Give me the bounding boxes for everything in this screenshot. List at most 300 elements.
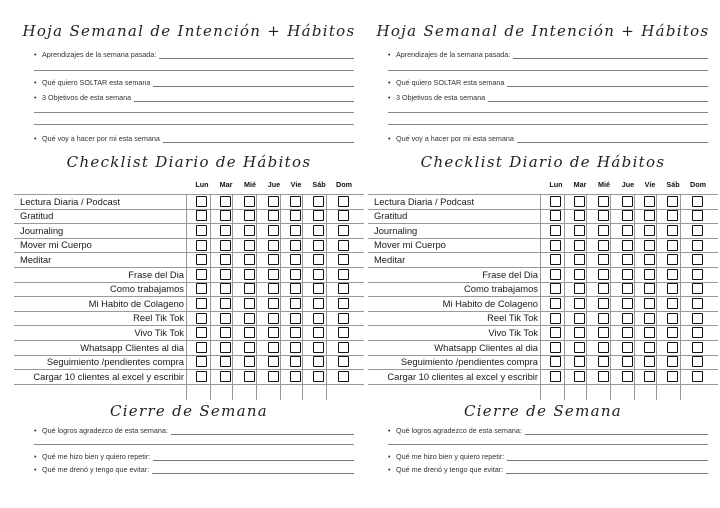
habit-checkbox[interactable] <box>644 269 655 280</box>
habit-checkbox[interactable] <box>313 254 324 265</box>
habit-checkbox[interactable] <box>313 240 324 251</box>
day-header: Jue <box>621 180 635 189</box>
grid-column-line <box>634 194 635 400</box>
habit-label: Frase del Dia <box>482 268 538 280</box>
habit-checkbox[interactable] <box>574 283 585 294</box>
left-sheet <box>14 0 364 508</box>
habit-checkbox[interactable] <box>622 356 633 367</box>
closing-question <box>34 426 354 435</box>
answer-line[interactable] <box>163 136 354 143</box>
habit-checkbox[interactable] <box>574 269 585 280</box>
habit-checkbox[interactable] <box>598 254 609 265</box>
habit-checkbox[interactable] <box>550 283 561 294</box>
bullet: • <box>34 93 37 102</box>
habit-checkbox[interactable] <box>644 298 655 309</box>
habit-checkbox[interactable] <box>692 313 703 324</box>
habit-checkbox[interactable] <box>622 225 633 236</box>
habit-checkbox[interactable] <box>268 298 279 309</box>
habit-checkbox[interactable] <box>290 225 301 236</box>
bullet: • <box>388 50 391 59</box>
habit-label: Mover mi Cuerpo <box>20 239 92 251</box>
habit-checkbox[interactable] <box>550 342 561 353</box>
habit-checkbox[interactable] <box>644 254 655 265</box>
habit-checkbox[interactable] <box>598 210 609 221</box>
habit-checkbox[interactable] <box>574 196 585 207</box>
habit-checkbox[interactable] <box>692 342 703 353</box>
closing-question-text: Qué me hizo bien y quiero repetir: <box>396 452 505 461</box>
habit-checkbox[interactable] <box>196 196 207 207</box>
habit-checkbox[interactable] <box>574 298 585 309</box>
grid-column-line <box>564 194 565 400</box>
day-header: Dom <box>336 180 352 189</box>
habit-checkbox[interactable] <box>244 254 255 265</box>
habit-label: Lectura Diaria / Podcast <box>374 195 475 207</box>
habit-checkbox[interactable] <box>196 210 207 221</box>
habit-checkbox[interactable] <box>313 327 324 338</box>
habit-checkbox[interactable] <box>338 313 349 324</box>
answer-line[interactable] <box>507 454 708 461</box>
habit-checkbox[interactable] <box>268 196 279 207</box>
habit-checkbox[interactable] <box>598 225 609 236</box>
habit-checkbox[interactable] <box>268 254 279 265</box>
grid-column-line <box>210 194 211 400</box>
habit-checkbox[interactable] <box>550 269 561 280</box>
habit-checkbox[interactable] <box>290 313 301 324</box>
habit-checkbox[interactable] <box>220 371 231 382</box>
habit-checkbox[interactable] <box>313 283 324 294</box>
habit-checkbox[interactable] <box>196 254 207 265</box>
habit-checkbox[interactable] <box>244 240 255 251</box>
reflection-question <box>34 78 354 87</box>
habit-checkbox[interactable] <box>644 327 655 338</box>
habit-checkbox[interactable] <box>196 356 207 367</box>
answer-line[interactable] <box>388 444 708 445</box>
habit-checkbox[interactable] <box>268 327 279 338</box>
habit-checkbox[interactable] <box>550 298 561 309</box>
bullet: • <box>34 50 37 59</box>
habit-checkbox[interactable] <box>313 269 324 280</box>
habit-checkbox[interactable] <box>268 240 279 251</box>
habit-checkbox[interactable] <box>268 356 279 367</box>
habit-checkbox[interactable] <box>338 327 349 338</box>
habit-checkbox[interactable] <box>268 283 279 294</box>
habit-checkbox[interactable] <box>244 313 255 324</box>
habit-checkbox[interactable] <box>244 327 255 338</box>
closing-title: Cierre de Semana <box>109 402 269 420</box>
reflection-question-text: 3 Objetivos de esta semana <box>42 93 132 102</box>
bullet: • <box>388 426 391 435</box>
habit-checkbox[interactable] <box>550 240 561 251</box>
habit-checkbox[interactable] <box>220 196 231 207</box>
answer-line[interactable] <box>152 467 354 474</box>
reflection-question-text: Aprendizajes de la semana pasada: <box>396 50 511 59</box>
habit-checkbox[interactable] <box>220 298 231 309</box>
answer-line[interactable] <box>34 70 354 71</box>
habit-checkbox[interactable] <box>290 298 301 309</box>
habit-checkbox[interactable] <box>622 269 633 280</box>
bullet: • <box>34 134 37 143</box>
habit-checkbox[interactable] <box>622 313 633 324</box>
closing-title: Cierre de Semana <box>463 402 623 420</box>
habit-checkbox[interactable] <box>313 196 324 207</box>
habit-checkbox[interactable] <box>692 254 703 265</box>
habit-checkbox[interactable] <box>220 327 231 338</box>
habit-checkbox[interactable] <box>574 371 585 382</box>
habit-checkbox[interactable] <box>574 240 585 251</box>
habit-checkbox[interactable] <box>692 210 703 221</box>
reflection-question <box>388 93 708 102</box>
habit-checkbox[interactable] <box>550 254 561 265</box>
habit-label: Reel Tik Tok <box>487 312 538 324</box>
day-header: Lun <box>549 180 563 189</box>
habit-checkbox[interactable] <box>598 269 609 280</box>
habit-label: Mover mi Cuerpo <box>374 239 446 251</box>
habit-label: Gratitud <box>20 210 54 222</box>
day-header: Mar <box>573 180 587 189</box>
habit-checkbox[interactable] <box>290 327 301 338</box>
habit-checkbox[interactable] <box>598 240 609 251</box>
habit-checkbox[interactable] <box>622 371 633 382</box>
habit-checkbox[interactable] <box>244 371 255 382</box>
habit-checkbox[interactable] <box>550 196 561 207</box>
habit-checkbox[interactable] <box>574 210 585 221</box>
habit-checkbox[interactable] <box>574 313 585 324</box>
checklist-title: Checklist Diario de Hábitos <box>66 153 312 171</box>
grid-row-line <box>14 252 364 253</box>
bullet: • <box>34 78 37 87</box>
habit-checkbox[interactable] <box>268 371 279 382</box>
habit-checkbox[interactable] <box>598 327 609 338</box>
habit-checkbox[interactable] <box>574 342 585 353</box>
habit-checkbox[interactable] <box>244 210 255 221</box>
day-header: Lun <box>195 180 209 189</box>
page-title: Hoja Semanal de Intención + Hábitos <box>376 22 710 40</box>
habit-checkbox[interactable] <box>644 196 655 207</box>
habit-checkbox[interactable] <box>220 269 231 280</box>
habit-checkbox[interactable] <box>692 225 703 236</box>
habit-checkbox[interactable] <box>220 283 231 294</box>
habit-checkbox[interactable] <box>313 210 324 221</box>
habit-checkbox[interactable] <box>338 269 349 280</box>
habit-checkbox[interactable] <box>644 225 655 236</box>
answer-line[interactable] <box>134 95 354 102</box>
reflection-question <box>388 50 708 59</box>
habit-label: Journaling <box>20 224 64 236</box>
habit-checkbox[interactable] <box>313 342 324 353</box>
habit-checkbox[interactable] <box>644 283 655 294</box>
habit-checkbox[interactable] <box>667 210 678 221</box>
habit-checkbox[interactable] <box>220 210 231 221</box>
habit-checkbox[interactable] <box>220 225 231 236</box>
habit-checkbox[interactable] <box>290 356 301 367</box>
habit-label: Mi Habito de Colageno <box>442 297 538 309</box>
answer-line[interactable] <box>388 70 708 71</box>
day-header: Vie <box>290 180 302 189</box>
habit-checkbox[interactable] <box>290 210 301 221</box>
habit-checkbox[interactable] <box>667 283 678 294</box>
habit-checkbox[interactable] <box>196 283 207 294</box>
habit-label: Vivo Tik Tok <box>488 326 538 338</box>
habit-checkbox[interactable] <box>644 356 655 367</box>
habit-checkbox[interactable] <box>667 254 678 265</box>
habit-checkbox[interactable] <box>244 196 255 207</box>
habit-checkbox[interactable] <box>220 313 231 324</box>
habit-checkbox[interactable] <box>313 298 324 309</box>
habit-checkbox[interactable] <box>220 356 231 367</box>
habit-checkbox[interactable] <box>268 269 279 280</box>
grid-column-line <box>256 194 257 400</box>
habit-checkbox[interactable] <box>290 196 301 207</box>
reflection-question <box>34 93 354 102</box>
habit-label: Cargar 10 clientes al excel y escribir <box>33 370 184 382</box>
reflection-question-text: Qué quiero SOLTAR esta semana <box>42 78 151 87</box>
reflection-question-text: Aprendizajes de la semana pasada: <box>42 50 157 59</box>
answer-line[interactable] <box>159 52 354 59</box>
habit-checkbox[interactable] <box>338 283 349 294</box>
habit-label: Como trabajamos <box>110 283 184 295</box>
habit-label: Gratitud <box>374 210 408 222</box>
habit-checkbox[interactable] <box>667 240 678 251</box>
habit-checkbox[interactable] <box>622 298 633 309</box>
habit-checkbox[interactable] <box>268 342 279 353</box>
habit-checkbox[interactable] <box>196 225 207 236</box>
habit-checkbox[interactable] <box>196 313 207 324</box>
habit-checkbox[interactable] <box>667 298 678 309</box>
grid-row-line <box>368 384 718 385</box>
habit-checkbox[interactable] <box>667 269 678 280</box>
habit-label: Seguimiento /pendientes compra <box>400 356 538 368</box>
habit-label: Meditar <box>374 253 406 265</box>
habit-checkbox[interactable] <box>598 283 609 294</box>
habit-checkbox[interactable] <box>196 298 207 309</box>
habit-checkbox[interactable] <box>667 313 678 324</box>
habit-checkbox[interactable] <box>692 240 703 251</box>
habit-checkbox[interactable] <box>622 210 633 221</box>
habit-label: Mi Habito de Colageno <box>88 297 184 309</box>
habit-checkbox[interactable] <box>667 225 678 236</box>
answer-line[interactable] <box>34 444 354 445</box>
habit-checkbox[interactable] <box>196 269 207 280</box>
habit-checkbox[interactable] <box>550 371 561 382</box>
closing-question-text: Qué me drenó y tengo que evitar: <box>42 465 150 474</box>
habit-checkbox[interactable] <box>644 240 655 251</box>
habit-checkbox[interactable] <box>338 240 349 251</box>
habit-checkbox[interactable] <box>290 269 301 280</box>
habit-checkbox[interactable] <box>338 342 349 353</box>
bullet: • <box>388 93 391 102</box>
habit-checkbox[interactable] <box>244 225 255 236</box>
habit-checkbox[interactable] <box>313 356 324 367</box>
closing-question <box>34 465 354 474</box>
habit-checkbox[interactable] <box>244 342 255 353</box>
answer-line[interactable] <box>507 80 708 87</box>
habit-checkbox[interactable] <box>667 356 678 367</box>
habit-checkbox[interactable] <box>574 254 585 265</box>
answer-line[interactable] <box>513 52 708 59</box>
habit-checkbox[interactable] <box>644 342 655 353</box>
answer-line[interactable] <box>388 124 708 125</box>
habit-checkbox[interactable] <box>290 240 301 251</box>
habit-checkbox[interactable] <box>196 240 207 251</box>
habit-checkbox[interactable] <box>550 210 561 221</box>
habit-checkbox[interactable] <box>622 240 633 251</box>
habit-checkbox[interactable] <box>268 210 279 221</box>
habit-checkbox[interactable] <box>338 371 349 382</box>
habit-checkbox[interactable] <box>598 298 609 309</box>
reflection-question <box>388 134 708 143</box>
habit-checkbox[interactable] <box>313 225 324 236</box>
answer-line[interactable] <box>34 112 354 113</box>
habit-checkbox[interactable] <box>598 356 609 367</box>
habit-checkbox[interactable] <box>622 327 633 338</box>
answer-line[interactable] <box>525 428 708 435</box>
answer-line[interactable] <box>153 454 354 461</box>
habit-checkbox[interactable] <box>550 356 561 367</box>
closing-question-text: Qué me drenó y tengo que evitar: <box>396 465 504 474</box>
reflection-question-text: Qué quiero SOLTAR esta semana <box>396 78 505 87</box>
habit-checkbox[interactable] <box>550 313 561 324</box>
day-header: Dom <box>690 180 706 189</box>
habit-checkbox[interactable] <box>196 342 207 353</box>
closing-question-text: Qué me hizo bien y quiero repetir: <box>42 452 151 461</box>
right-sheet <box>368 0 718 508</box>
reflection-question <box>34 134 354 143</box>
habit-checkbox[interactable] <box>622 283 633 294</box>
habit-checkbox[interactable] <box>338 356 349 367</box>
habit-checkbox[interactable] <box>622 254 633 265</box>
habit-label: Lectura Diaria / Podcast <box>20 195 121 207</box>
bullet: • <box>388 134 391 143</box>
habit-checkbox[interactable] <box>220 254 231 265</box>
habit-checkbox[interactable] <box>692 356 703 367</box>
answer-line[interactable] <box>388 112 708 113</box>
habit-checkbox[interactable] <box>196 327 207 338</box>
habit-checkbox[interactable] <box>338 225 349 236</box>
grid-row-line <box>14 209 364 210</box>
answer-line[interactable] <box>171 428 354 435</box>
habit-checkbox[interactable] <box>598 196 609 207</box>
habit-checkbox[interactable] <box>550 327 561 338</box>
habit-checkbox[interactable] <box>268 225 279 236</box>
habit-checkbox[interactable] <box>290 283 301 294</box>
grid-row-line <box>14 384 364 385</box>
habit-checkbox[interactable] <box>667 342 678 353</box>
habit-label: Como trabajamos <box>464 283 538 295</box>
habit-checkbox[interactable] <box>598 342 609 353</box>
answer-line[interactable] <box>34 124 354 125</box>
answer-line[interactable] <box>517 136 708 143</box>
reflection-question-text: Qué voy a hacer por mi esta semana <box>396 134 514 143</box>
closing-question <box>388 465 708 474</box>
answer-line[interactable] <box>488 95 708 102</box>
grid-row-line <box>368 252 718 253</box>
answer-line[interactable] <box>506 467 708 474</box>
habit-checkbox[interactable] <box>622 342 633 353</box>
habit-label: Vivo Tik Tok <box>134 326 184 338</box>
habit-checkbox[interactable] <box>667 327 678 338</box>
closing-question <box>34 452 354 461</box>
habit-checkbox[interactable] <box>244 298 255 309</box>
answer-line[interactable] <box>153 80 354 87</box>
habit-checkbox[interactable] <box>244 356 255 367</box>
habit-checkbox[interactable] <box>644 313 655 324</box>
habit-checkbox[interactable] <box>290 342 301 353</box>
habit-checkbox[interactable] <box>622 196 633 207</box>
bullet: • <box>34 452 37 461</box>
grid-column-line <box>302 194 303 400</box>
habit-label: Whatsapp Clientes al dia <box>80 341 184 353</box>
habit-label: Whatsapp Clientes al dia <box>434 341 538 353</box>
habit-checkbox[interactable] <box>244 269 255 280</box>
habit-checkbox[interactable] <box>574 327 585 338</box>
habit-checkbox[interactable] <box>550 225 561 236</box>
grid-column-line <box>326 194 327 400</box>
habit-checkbox[interactable] <box>290 371 301 382</box>
reflection-question-text: Qué voy a hacer por mi esta semana <box>42 134 160 143</box>
grid-column-line <box>186 194 187 400</box>
closing-question-text: Qué logros agradezco de esta semana: <box>42 426 168 435</box>
habit-checkbox[interactable] <box>644 210 655 221</box>
habit-checkbox[interactable] <box>338 254 349 265</box>
habit-checkbox[interactable] <box>667 196 678 207</box>
habit-checkbox[interactable] <box>598 313 609 324</box>
habit-checkbox[interactable] <box>196 371 207 382</box>
habit-checkbox[interactable] <box>692 269 703 280</box>
habit-checkbox[interactable] <box>692 327 703 338</box>
habit-label: Journaling <box>374 224 418 236</box>
habit-label: Cargar 10 clientes al excel y escribir <box>387 370 538 382</box>
habit-checkbox[interactable] <box>692 196 703 207</box>
grid-row-line <box>368 209 718 210</box>
habit-label: Reel Tik Tok <box>133 312 184 324</box>
habit-checkbox[interactable] <box>313 313 324 324</box>
habit-checkbox[interactable] <box>290 254 301 265</box>
grid-column-line <box>586 194 587 400</box>
day-header: Jue <box>267 180 281 189</box>
habit-checkbox[interactable] <box>574 225 585 236</box>
habit-label: Meditar <box>20 253 52 265</box>
habit-checkbox[interactable] <box>692 371 703 382</box>
habit-checkbox[interactable] <box>598 371 609 382</box>
grid-column-line <box>680 194 681 400</box>
bullet: • <box>388 452 391 461</box>
habit-checkbox[interactable] <box>338 298 349 309</box>
habit-checkbox[interactable] <box>644 371 655 382</box>
bullet: • <box>388 78 391 87</box>
day-header: Mié <box>244 180 256 189</box>
day-header: Vie <box>644 180 656 189</box>
habit-checkbox[interactable] <box>220 240 231 251</box>
grid-column-line <box>540 194 541 400</box>
habit-checkbox[interactable] <box>244 283 255 294</box>
bullet: • <box>388 465 391 474</box>
grid-column-line <box>280 194 281 400</box>
grid-column-line <box>610 194 611 400</box>
habit-checkbox[interactable] <box>268 313 279 324</box>
habit-checkbox[interactable] <box>313 371 324 382</box>
grid-row-line <box>368 223 718 224</box>
closing-question <box>388 426 708 435</box>
habit-checkbox[interactable] <box>692 283 703 294</box>
habit-checkbox[interactable] <box>338 196 349 207</box>
habit-checkbox[interactable] <box>692 298 703 309</box>
grid-row-line <box>14 223 364 224</box>
habit-checkbox[interactable] <box>667 371 678 382</box>
closing-question-text: Qué logros agradezco de esta semana: <box>396 426 522 435</box>
habit-checkbox[interactable] <box>574 356 585 367</box>
habit-checkbox[interactable] <box>220 342 231 353</box>
habit-checkbox[interactable] <box>338 210 349 221</box>
